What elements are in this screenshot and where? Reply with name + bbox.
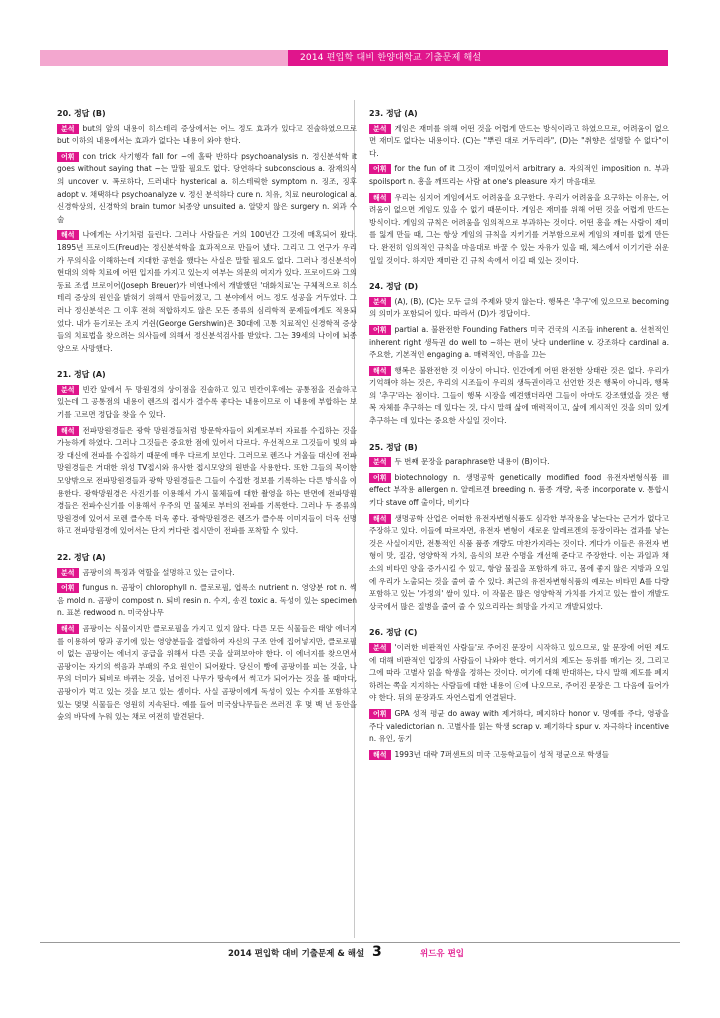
section-tag: 해석: [57, 624, 79, 634]
explanation-text: '이러한 비판적인 사람들'로 주어진 문장이 시작하고 있으므로, 앞 문장에 어떤 제도에 대해 비판적인 입장의 사람들이 나와야 한다. 여기서의 제도는 등위를 매기는 것, 그리고 그에 따라 고별사 읽을 학생을 정하는 것이다. 여기에 대해 반대하는, 다시 말해 제도를 폐지하려는 쪽을 지지하는 사람들에 대한 내용이 ⓒ에 나오므로, 주어진 문장은 그 다음에 들어가야 한다. 뒤의 문장과도 자연스럽게 연결된다.: [369, 642, 669, 703]
explanation-block: [57, 384, 357, 422]
section-tag: 분석: [57, 124, 79, 134]
section-tag: 분석: [369, 457, 391, 467]
section-tag: 해석: [57, 230, 79, 240]
explanation-text: 곰팡이는 식물이지만 클로로필을 가지고 있지 않다. 다른 모든 식물들은 태양 에너지를 이용하여 땅과 공기에 있는 영양분들을 결합하여 자신의 구조 안에 집어넣지만, 클로로필이 없는 곰팡이는 에너지 공급을 위해서 다른 곳을 살펴보아야 한다. 이 에너지를 찾으면서 곰팡이는 자기의 썩음과 부패의 주요 원인이 되어왔다. 당신이 빵에 곰팡이를 피는 것을, 나무의 더미가 퇴비로 바뀌는 것을, 넘어진 나무가 땅속에서 썩고가 되어가는 것을 볼 때마다, 곰팡이가 먹고 있는 것을 보고 있는 셈이다. 사실 곰팡이에게 독성이 있는 수지를 포함하고 있는 몇몇 식물들은 영원히 지속된다. 예를 들어 미국삼나무들은 쓰러진 후 몇 백 년 동안을 숲의 바닥에 누워 있는 채로 여전히 발견된다.: [57, 623, 357, 722]
section-tag: 해석: [369, 514, 391, 524]
question-answer-heading: 22. 정답 (A): [57, 553, 106, 562]
question-item: [57, 369, 357, 538]
explanation-block: [369, 192, 669, 268]
footer-brand: 위드유 편입: [420, 949, 465, 959]
question-item: [57, 108, 357, 355]
section-tag: 어휘: [369, 473, 391, 483]
explanation-text: 두 번째 문장을 paraphrase한 내용이 (B)이다.: [394, 457, 550, 467]
section-tag: 분석: [369, 643, 391, 653]
section-tag: 분석: [57, 385, 79, 395]
explanation-block: [57, 567, 357, 580]
section-tag: 어휘: [369, 164, 391, 174]
explanation-text: (A), (B), (C)는 모두 글의 주제와 맞지 않는다. 행복은 '추구'에 있으므로 becoming의 의미가 포함되어 있다. 따라서 (D)가 정답이다.: [369, 296, 669, 319]
section-tag: 분석: [369, 297, 391, 307]
explanation-text: 나에게는 사기처럼 들린다. 그러나 사람들은 거의 100년간 그것에 매혹되어 왔다. 1895년 프로이드(Freud)는 정신분석학을 효과적으로 만들어 냈다. 그리고 그 연구가 우리가 무의식을 이해하는데 지대한 공헌을 했다는 사실은 말할 필요도 없다. 그러나 정신분석이 현대의 의학 치료에 어떤 입지를 가지고 있는지 여부는 의문의 여지가 있다. 프로이드와 그의 동료 조셉 브로이어(Joseph Breuer)가 비엔나에서 개발했던 '대화치료'는 구체적으로 히스테리 증상의 원인을 밝혀기 위해서 만들어졌고, 그 분야에서 어느 정도 성공을 거두었다. 그러나 정신분석은 그 이후 전혀 적합하지도 않은 모든 종류의 심리학적 문제들에게도 적용되었다. 내가 듣기로는 조지 거쉰(George Gershwin)은 30대에 고통 치료적인 신경학적 증상들의 치료법을 찾으려는 의사들에 의해서 정신분석검사를 받았다. 그는 39세의 나이에 뇌종양으로 사망했다.: [57, 230, 357, 353]
explanation-block: [369, 472, 669, 510]
right-column: [369, 108, 669, 775]
page-footer: [0, 942, 720, 964]
explanation-block: [369, 296, 669, 321]
question-item: [369, 281, 669, 428]
explanation-block: [369, 123, 669, 161]
explanation-block: [57, 229, 357, 355]
explanation-text: 행복은 불완전한 것 이상이 아니다. 인간에게 어떤 완전한 상태란 것은 없다. 우리가 기억해야 하는 것은, 우리의 시조들이 우리의 생득권이라고 선언한 것은 행복이 아니라, 행복의 '추구'라는 점이다. 그들이 행복 시장을 예견했더라면 그들이 아마도 강조했었을 것은 행복 자체를 추구하는 데 있다는 것, 다시 말해 삶에 매력적이고, 삶에 계시적인 것을 의미 있게 추구하는 데 있다는 중요한 사실일 것이다.: [369, 365, 669, 426]
explanation-text: 1993년 대략 7퍼센트의 미국 고등학교들이 성적 평균으로 학생들: [394, 749, 609, 759]
section-tag: 해석: [57, 426, 79, 436]
question-answer-heading: 21. 정답 (A): [57, 370, 106, 380]
explanation-text: 전파망원경들은 광학 망원경들처럼 방문학자들이 외계로부터 자료를 수집하는 것을 가능하게 하였다. 그러나 그것들은 중요한 점에 있어서 다르다. 우선적으로 그것들이 빛의 파장 대신에 전파를 수집하기 때문에 매우 다르게 보인다. 그러므로 렌즈나 거울들 대신에 전파망원경들은 거대한 위성 TV접시와 유사한 접시모양의 원반을 사용한다. 또한 그들의 목이한 모양밖으로 전파망원경들과 광학 망원경들은 그들이 수집한 정보를 기록하는 다른 방식을 이용한다. 광학망원경은 사진기를 이용해서 가시 물체들에 대한 촬영을 하는 반면에 전파망원경들은 전파수신기를 이용해서 우주의 먼 물체로 부터의 전파를 기록한다. 그러나 두 종류의 망원경에 있어서 로렌 클수록 더욱 좋다. 광학망원경은 렌즈가 클수록 이미지들이 더욱 선명하고 전파망원경에 있어서는 단지 커다란 접시만이 전파를 포착할 수 있다.: [57, 425, 357, 536]
section-tag: 어휘: [57, 583, 79, 593]
page-number: 3: [372, 944, 382, 960]
explanation-text: fungus n. 곰팡이 chlorophyll n. 클로로필, 엽록소 nutrient n. 영양분 rot n. 썩음 mold n. 곰팡이 compost n. 퇴비 resin n. 수지, 송진 toxic a. 독성이 있는 specimen n. 표본 redwood n. 미국삼나무: [57, 583, 357, 618]
explanation-block: [57, 425, 357, 538]
question-answer-heading: 24. 정답 (D): [369, 282, 419, 292]
section-tag: 어휘: [57, 152, 79, 162]
explanation-block: [369, 708, 669, 746]
question-item: [369, 627, 669, 761]
header-title: 2014 편입학 대비 한양대학교 기출문제 해설: [300, 53, 482, 63]
explanation-block: [57, 623, 357, 724]
section-tag: 해석: [369, 193, 391, 203]
explanation-text: GPA 성적 평균 do away with 제거하다, 폐지하다 honor v. 명예를 주다, 영광을 주다 valedictorian n. 고별사를 읽는 학생 scrap v. 폐기하다 spur v. 자극하다 incentive n. 유인, 동기: [369, 708, 669, 744]
question-item: [57, 552, 357, 724]
explanation-text: 우리는 심지어 게임에서도 어려움을 요구한다. 우리가 어려움을 요구하는 이유는, 어려움이 없으면 게임도 있을 수 없기 때문이다. 게임은 재미를 위해 어떤 것을 어렵게 만드는 방식이다. 게임의 규칙은 어려움을 임의적으로 부과하는 것이다. 어떤 흥을 깨는 사람이 재미를 잃게 만들 때, 그는 항상 게임의 규칙을 지키기를 거부함으로써 게임의 재미를 없게 만든다. 완전히 임의적인 규칙을 마음대로 바꿀 수 있는 자유가 있을 때, 체스에서 이기기란 쉬운 일일 것이다. 하지만 재미란 긴 규칙 속에서 이길 때 있는 것이다.: [369, 192, 669, 265]
explanation-block: [369, 365, 669, 428]
section-tag: 해석: [369, 750, 391, 760]
explanation-block: [57, 582, 357, 620]
explanation-block: [57, 151, 357, 227]
explanation-block: [369, 456, 669, 469]
header-bar: [40, 50, 668, 66]
section-tag: 어휘: [369, 325, 391, 335]
question-item: [369, 442, 669, 614]
explanation-text: con trick 사기행각 fall for ~에 홀딱 반하다 psychoanalysis n. 정신분석학 it goes without saying that ~는 말할 필요도 없다. 당연하다 subconscious a. 잠재의식의 uncover v. 폭로하다, 드러내다 hysterical a. 히스테릭한 symptom n. 징조, 징후 adopt v. 채택하다 psychoanalyze v. 정신 분석하다 cure n. 치유, 치료 neurological a. 신경학상의, 신경학의 brain tumor 뇌종양 unsuited a. 알맞지 않은 surgery n. 외과 수술: [57, 151, 357, 224]
section-tag: 분석: [369, 124, 391, 134]
header-bar-accent: [40, 50, 288, 66]
question-item: [369, 108, 669, 267]
explanation-text: 생명공학 산업은 어떠한 유전자변형식품도 심각한 부작용을 낳는다는 근거가 없다고 주장하고 있다. 이들에 따르자면, 유전자 변형이 새로운 알레르겐의 등장이라는 결과를 낳는 것은 사실이지만, 전통적인 식품 품종 개량도 마찬가지라는 것이다. 게다가 이들은 유전자 변형이 맛, 질감, 영양학적 가치, 음식의 보관 수명을 개선해 준다고 주장한다. 이는 과일과 채소의 비타민 양을 증가시킬 수 있고, 항암 물질을 포함하게 하고, 몸에 좋지 않은 지방과 오일에 우리가 노출되는 것을 줄여 줄 수 있다. 최근의 유전자변형식품의 예로는 비타민 A를 다량 포함하고 있는 '가정의' 쌀이 있다. 이 작물은 많은 영양학적 가치를 가지고 있는 쌀이 개발도상국에서 많은 질병을 줄여 줄 수 있으리라는 희망을 가지고 개발되었다.: [369, 513, 669, 611]
question-answer-heading: 20. 정답 (B): [57, 109, 106, 118]
explanation-text: for the fun of it 그것이 재미있어서 arbitrary a. 자의적인 imposition n. 부과 spoilsport n. 흥을 깨뜨리는 사람 at one's pleasure 자기 마음대로: [369, 164, 669, 186]
explanation-block: [369, 642, 669, 705]
explanation-text: 빈칸 앞에서 두 망원경의 상이점을 진술하고 있고 빈칸이후에는 공통점을 진술하고 있는데 그 공통점의 내용이 렌즈의 접시가 결수록 좋다는 내용이므로 이 내용에 부합하는 보기를 고르면 정답을 찾을 수 있다.: [57, 384, 357, 420]
explanation-block: [369, 163, 669, 188]
question-answer-heading: 25. 정답 (B): [369, 442, 418, 452]
explanation-text: 게임은 재미를 위해 어떤 것을 어렵게 만드는 방식이라고 하였으므로, 어려움이 없으면 재미도 없다는 내용이다. (C)는 "뿌린 대로 거두리라", (D)는 "취향은 설명할 수 없다"이다.: [369, 123, 669, 158]
footer-title: 2014 편입학 대비 기출문제 & 해설: [228, 949, 365, 959]
question-answer-heading: 26. 정답 (C): [369, 628, 418, 638]
explanation-block: [369, 513, 669, 614]
explanation-block: [369, 324, 669, 362]
explanation-text: 곰팡이의 특징과 역할을 설명하고 있는 글이다.: [82, 567, 235, 577]
section-tag: 분석: [57, 568, 79, 578]
explanation-block: [369, 749, 669, 762]
left-column: [57, 108, 357, 738]
section-tag: 해석: [369, 366, 391, 376]
explanation-text: partial a. 불완전한 Founding Fathers 미국 건국의 시조들 inherent a. 선천적인 inherent right 생득권 do well to ~하는 편이 낫다 underline v. 강조하다 cardinal a. 주요한, 기본적인 engaging a. 매력적인, 마음을 끄는: [369, 324, 669, 360]
footer-rule: [40, 942, 680, 943]
question-answer-heading: 23. 정답 (A): [369, 109, 418, 118]
section-tag: 어휘: [369, 709, 391, 719]
explanation-block: [57, 123, 357, 148]
explanation-text: but의 앞의 내용이 히스테리 증상에서는 어느 정도 효과가 있다고 진술하였으므로 but 이하의 내용에서는 효과가 없다는 내용이 와야 한다.: [57, 123, 357, 146]
explanation-text: biotechnology n. 생명공학 genetically modified food 유전자변형식품 ill effect 부작용 allergen n. 알레르겐 breeding n. 품종 개량, 육종 incorporate v. 통합시키다 stave off 출이다, 비키다: [369, 472, 669, 508]
